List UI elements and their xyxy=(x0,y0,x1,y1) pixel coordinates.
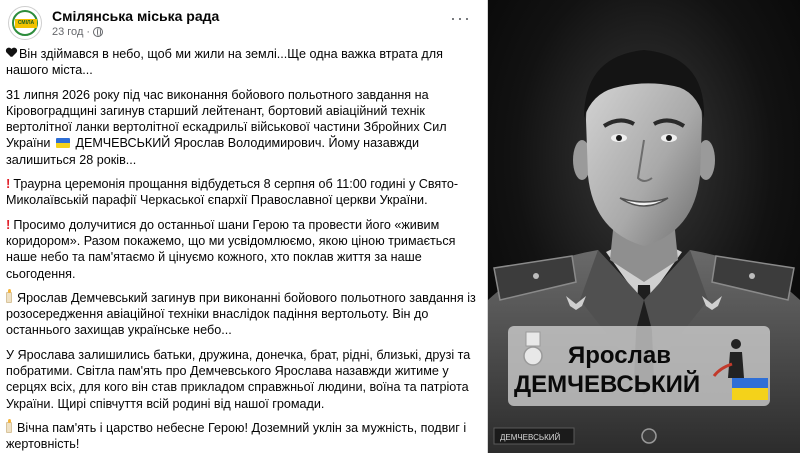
photo-last-name: ДЕМЧЕВСЬКИЙ xyxy=(514,371,701,398)
globe-icon xyxy=(93,27,103,37)
memorial-photo[interactable] xyxy=(488,0,800,453)
paragraph-intro: Він здіймався в небо, щоб ми жили на землі...Ще одна важка втрата для нашого міста... xyxy=(6,47,443,78)
paragraph-memory: Вічна пам'ять і царство небесне Герою! Доземний уклін за мужність, подвиг і жертовність! xyxy=(6,420,467,452)
meta-separator: · xyxy=(86,26,91,38)
post-time[interactable]: 23 год xyxy=(52,26,84,38)
paragraph-request: ! Просимо долучитися до останньої шани Герою та провести його «живим коридором». Разом покажемо, що ми усвідомлюємо, якою ціною тримається наше небо та пам'ятаємо й цінуємо кожного, хто поклав життя за наше сьогодення. xyxy=(6,216,456,281)
page-name-link[interactable]: Смілянська міська рада xyxy=(52,8,220,24)
uniform-name-tag: ДЕМЧЕВСЬКИЙ xyxy=(500,433,561,442)
exclamation-icon: ! xyxy=(6,216,11,232)
exclamation-icon: ! xyxy=(6,176,11,192)
post-text xyxy=(6,46,480,453)
candle-icon xyxy=(6,292,12,303)
ukraine-flag-icon xyxy=(56,138,70,148)
avatar-logo-text: СМІЛА xyxy=(15,19,37,28)
paragraph-details: 31 липня 2026 року під час виконання бойового польотного завдання на Кіровоградщині загинув старший лейтенант, бортовий авіаційний технік вертолітної ланки вертолітної ескадрильї військової частини Збройних Сил України ДЕМЧЕВСЬКИЙ Ярослав Володимирович. Йому назавжди залишиться 28 років... xyxy=(6,87,447,167)
black-heart-icon xyxy=(6,48,17,59)
more-options-button[interactable]: ··· xyxy=(450,8,471,28)
paragraph-family: У Ярослава залишились батьки, дружина, донечка, брат, рідні, близькі, друзі та побратими. Світла пам'ять про Демчевського Ярослава назавжди житиме у серцях всіх, для кого він став прикладом справжньої людини, воїна та патріота України. Щирі співчуття всій родині від нашої громади. xyxy=(6,347,471,411)
post-meta xyxy=(52,26,103,38)
post-header xyxy=(8,6,479,40)
paragraph-ceremony: ! Траурна церемонія прощання відбудеться 8 серпня об 11:00 годині у Свято-Миколаївській парафії Черкаської єпархії Православної церкви України. xyxy=(6,176,459,208)
photo-first-name: Ярослав xyxy=(568,342,671,369)
page-avatar[interactable] xyxy=(8,6,42,40)
portrait-illustration xyxy=(488,0,800,453)
candle-icon xyxy=(6,422,12,433)
paragraph-circumstances: Ярослав Демчевський загинув при виконанні бойового польотного завдання із розосередження авіаційної техніки внаслідок падіння вертольоту. Він до останнього захищав українське небо... xyxy=(6,290,476,338)
